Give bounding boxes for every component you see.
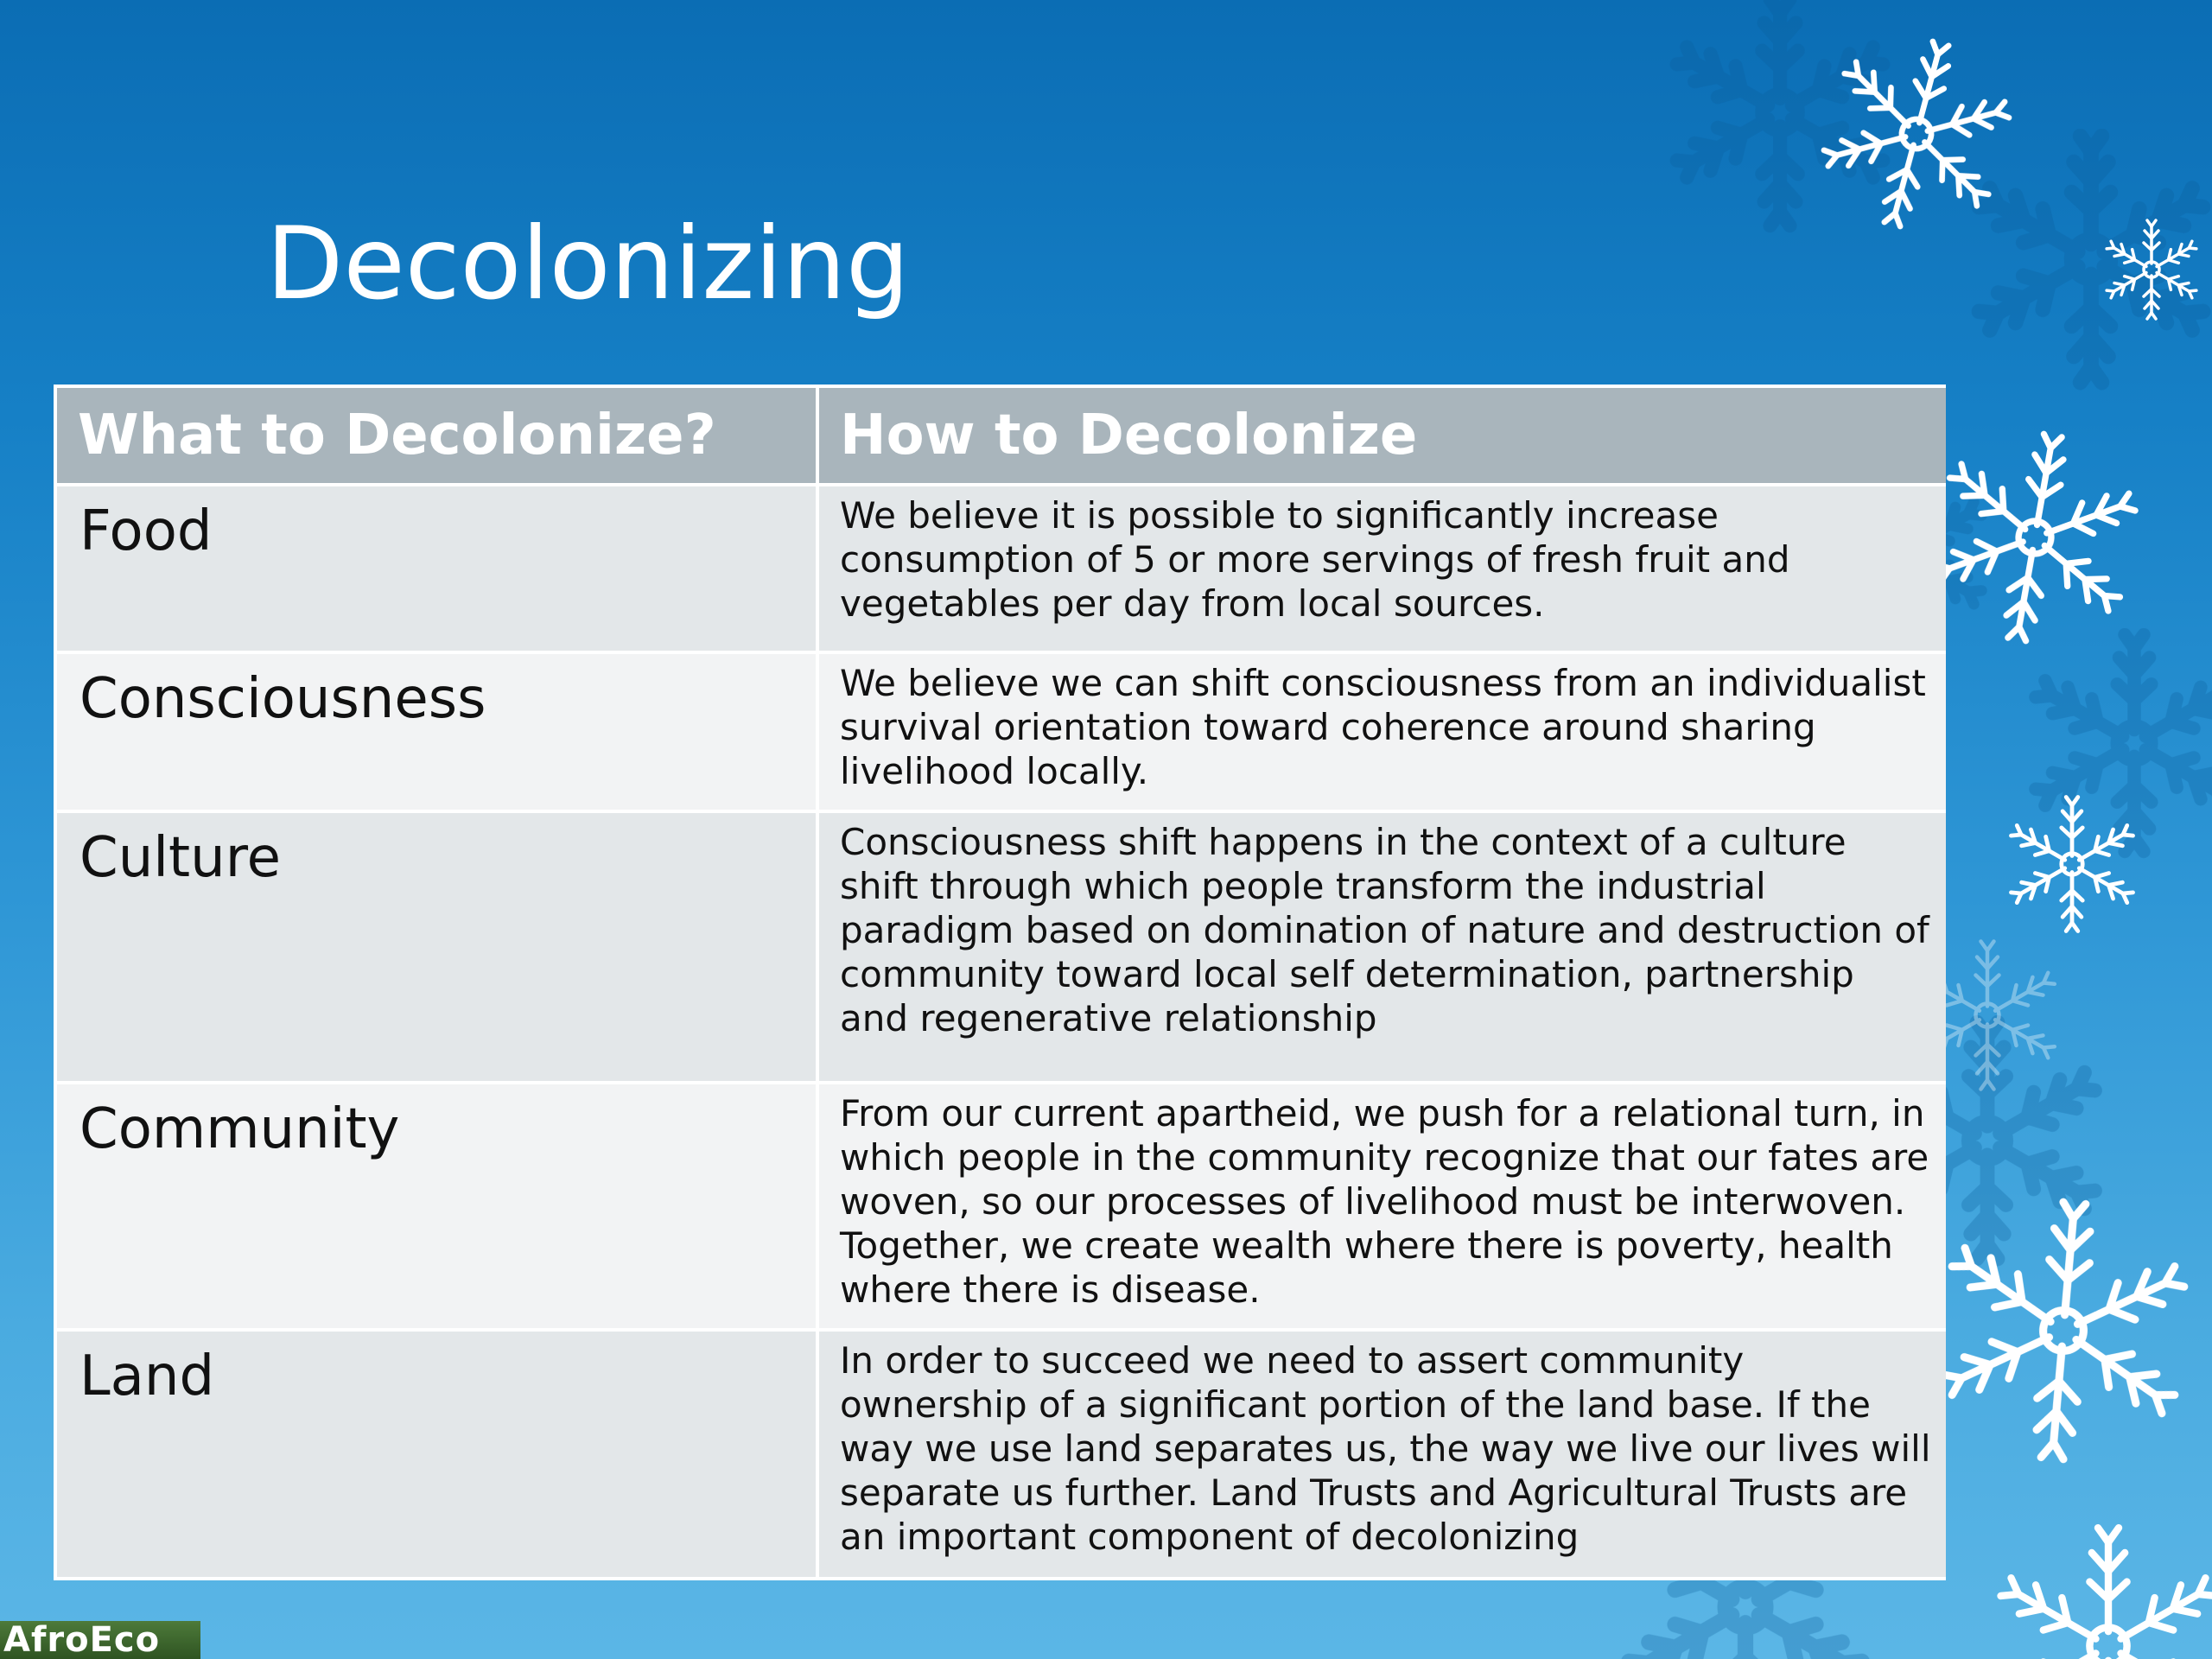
snowflake-icon: [1932, 1192, 2196, 1469]
row-topic-consciousness: Consciousness: [57, 654, 816, 810]
snowflake-icon: [1807, 21, 2026, 247]
snowflake-icon: [1997, 1528, 2212, 1659]
row-description-land: In order to succeed we need to assert community ownership of a significant portion of the land base. If the way we use land separates us, the way we live our lives will separate us further. Land Trusts and Agricultural Trusts are an important component of decolonizing: [819, 1332, 1946, 1577]
snowflake-icon: [1921, 418, 2149, 656]
afroeco-logo: AfroEco: [0, 1621, 200, 1659]
column-header-what: What to Decolonize?: [57, 388, 816, 483]
row-topic-land: Land: [57, 1332, 816, 1577]
row-description-community: From our current apartheid, we push for a relational turn, in which people in the community recognize that our fates are woven, so our processes of livelihood must be interwoven. Together, we create wealth where there is poverty, health where there is disease.: [819, 1084, 1946, 1328]
row-description-culture: Consciousness shift happens in the context of a culture shift through which people transform the industrial paradigm based on domination of nature and destruction of community toward local self determination, partnership and regenerative relationship: [819, 813, 1946, 1081]
row-description-food: We believe it is possible to significantly increase consumption of 5 or more servings of fresh fruit and vegetables per day from local sources.: [819, 486, 1946, 651]
decolonizing-table: [54, 385, 1946, 1580]
snowflake-icon: [2105, 220, 2198, 319]
slide-title: Decolonizing: [266, 206, 910, 322]
row-description-consciousness: We believe we can shift consciousness from an individualist survival orientation toward coherence around sharing livelihood locally.: [819, 654, 1946, 810]
row-topic-community: Community: [57, 1084, 816, 1328]
snowflake-icon: [2009, 797, 2136, 931]
row-topic-culture: Culture: [57, 813, 816, 1081]
column-header-how: How to Decolonize: [819, 388, 1946, 483]
row-topic-food: Food: [57, 486, 816, 651]
